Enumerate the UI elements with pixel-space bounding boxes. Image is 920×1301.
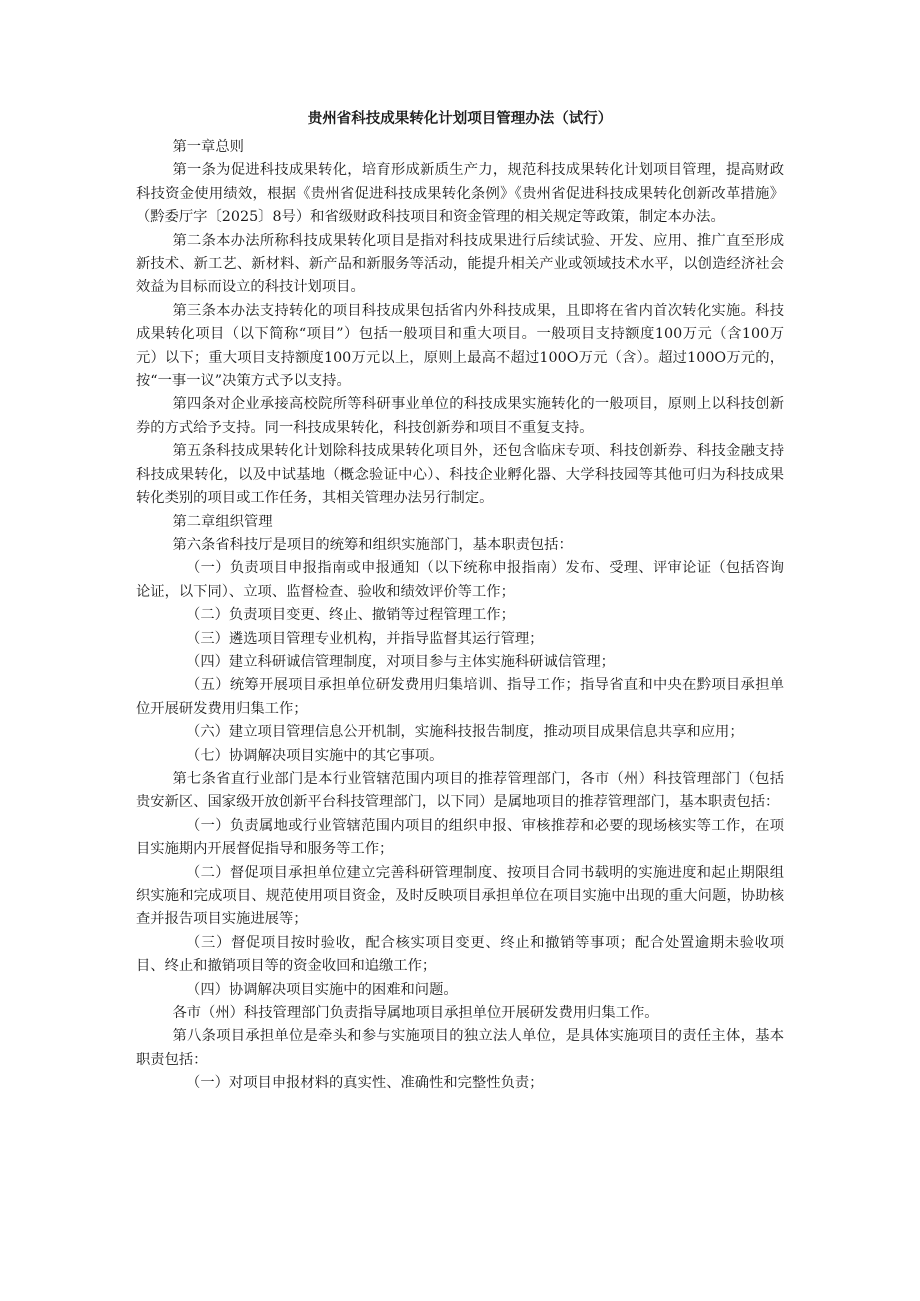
paragraph: 第六条省科技厅是项目的统筹和组织实施部门，基本职责包括： <box>172 536 573 553</box>
list-item: （二）督促项目承担单位建立完善科研管理制度、按项目合同书载明的实施进度和起止期限组织实施和完成项目、规范使用项目资金，及时反映项目承担单位在项目实施中出现的重大问题，协助核查并报告项目实施进展等； <box>136 864 784 928</box>
list-item: （五）统筹开展项目承担单位研发费用归集培训、指导工作；指导省直和中央在黔项目承担单位开展研发费用归集工作； <box>136 677 784 717</box>
paragraph: 第二条本办法所称科技成果转化项目是指对科技成果进行后续试验、开发、应用、推广直至形成新技术、新工艺、新材料、新产品和新服务等活动，能提升相关产业或领域技术水平，以创造经济社会效益为目标而设立的科技计划项目。 <box>136 232 784 296</box>
list-item: （六）建立项目管理信息公开机制，实施科技报告制度，推动项目成果信息共享和应用； <box>186 724 744 741</box>
list-item: （一）负责项目申报指南或申报通知（以下统称申报指南）发布、受理、评审论证（包括咨询论证，以下同）、立项、监督检查、验收和绩效评价等工作； <box>136 560 784 600</box>
list-item: （三）督促项目按时验收，配合核实项目变更、终止和撤销等事项；配合处置逾期未验收项目、终止和撤销项目等的资金收回和追缴工作； <box>136 934 784 975</box>
paragraph: 第四条对企业承接高校院所等科研事业单位的科技成果实施转化的一般项目，原则上以科技创新券的方式给予支持。同一科技成果转化，科技创新券和项目不重复支持。 <box>136 396 784 436</box>
list-item: （四）协调解决项目实施中的困难和问题。 <box>186 981 458 998</box>
paragraph: 第七条省直行业部门是本行业管辖范围内项目的推荐管理部门，各市（州）科技管理部门（包括贵安新区、国家级开放创新平台科技管理部门，以下同）是属地项目的推荐管理部门，基本职责包括： <box>136 770 784 811</box>
paragraph: 第八条项目承担单位是牵头和参与实施项目的独立法人单位，是具体实施项目的责任主体，基本职责包括： <box>136 1028 784 1068</box>
paragraph: 第五条科技成果转化计划除科技成果转化项目外，还包含临床专项、科技创新券、科技金融支持科技成果转化，以及中试基地（概念验证中心）、科技企业孵化器、大学科技园等其他可归为科技成果转化类别的项目或工作任务，其相关管理办法另行制定。 <box>136 443 784 507</box>
document-title: 贵州省科技成果转化计划项目管理办法（试行） <box>307 111 613 127</box>
paragraph: 各市（州）科技管理部门负责指导属地项目承担单位开展研发费用归集工作。 <box>172 1005 659 1022</box>
list-item: （一）对项目申报材料的真实性、准确性和完整性负责； <box>186 1075 544 1092</box>
document-page <box>136 106 784 1096</box>
list-item: （一）负责属地或行业管辖范围内项目的组织申报、审核推荐和必要的现场核实等工作，在项目实施期内开展督促指导和服务等工作； <box>136 817 784 858</box>
paragraph: 第一章总则 <box>172 139 244 155</box>
list-item: （三）遴选项目管理专业机构，并指导监督其运行管理； <box>186 630 544 647</box>
paragraph: 第三条本办法支持转化的项目科技成果包括省内外科技成果，且即将在省内首次转化实施。科技成果转化项目（以下简称“项目”）包括一般项目和重大项目。一般项目支持额度100万元（含100万元）以下；重大项目支持额度100万元以上，原则上最高不超过100O万元（含）。超过100O万元的，按“一事一议”决策方式予以支持。 <box>136 302 784 390</box>
paragraph: 第二章组织管理 <box>172 513 273 530</box>
list-item: （四）建立科研诚信管理制度，对项目参与主体实施科研诚信管理； <box>186 653 615 670</box>
document-body <box>136 136 784 1096</box>
list-item: （二）负责项目变更、终止、撤销等过程管理工作； <box>186 607 515 624</box>
list-item: （七）协调解决项目实施中的其它事项。 <box>186 747 444 764</box>
paragraph: 第一条为促进科技成果转化，培育形成新质生产力，规范科技成果转化计划项目管理，提高财政科技资金使用绩效，根据《贵州省促进科技成果转化条例》《贵州省促进科技成果转化创新改革措施》（黔委厅字〔2025〕8号）和省级财政科技项目和资金管理的相关规定等政策，制定本办法。 <box>136 162 784 226</box>
